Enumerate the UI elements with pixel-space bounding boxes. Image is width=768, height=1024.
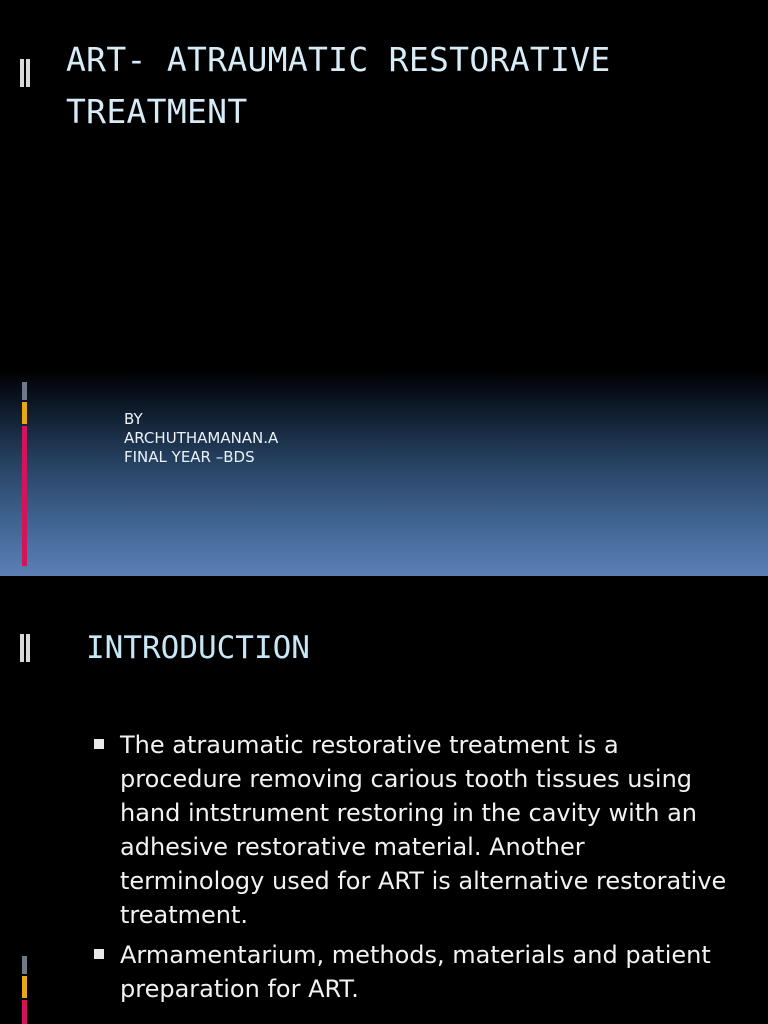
- bullet-text: Armamentarium, methods, materials and patient preparation for ART.: [120, 941, 711, 1003]
- slide-title: INTRODUCTION: [86, 630, 310, 666]
- accent-bar: [22, 956, 27, 974]
- author-name: ARCHUTHAMANAN.A: [124, 429, 279, 447]
- title-marker-bar: [26, 59, 30, 87]
- square-bullet-icon: [94, 739, 104, 749]
- bullet-text: The atraumatic restorative treatment is a procedure removing carious tooth tissues using hand intstrument restoring in the cavity with an adhesive restorative material. Another terminology used for ART is alternative restorative treatment.: [120, 731, 727, 929]
- title-marker-bar: [20, 59, 24, 87]
- title-marker-bar: [20, 634, 24, 662]
- byline-label: BY: [124, 410, 143, 428]
- accent-bar: [22, 426, 27, 566]
- author-block: [124, 410, 278, 467]
- list-item: [94, 728, 734, 932]
- accent-bar: [22, 402, 27, 424]
- square-bullet-icon: [94, 949, 104, 959]
- list-item: [94, 938, 734, 1006]
- bullet-list: [94, 728, 734, 1012]
- author-year: FINAL YEAR –BDS: [124, 448, 255, 466]
- introduction-slide: [0, 576, 768, 1024]
- accent-bar: [22, 382, 27, 400]
- title-marker-bar: [26, 634, 30, 662]
- accent-bar: [22, 1000, 27, 1024]
- accent-bar: [22, 976, 27, 998]
- slide-title: ART- ATRAUMATIC RESTORATIVE TREATMENT: [66, 40, 611, 131]
